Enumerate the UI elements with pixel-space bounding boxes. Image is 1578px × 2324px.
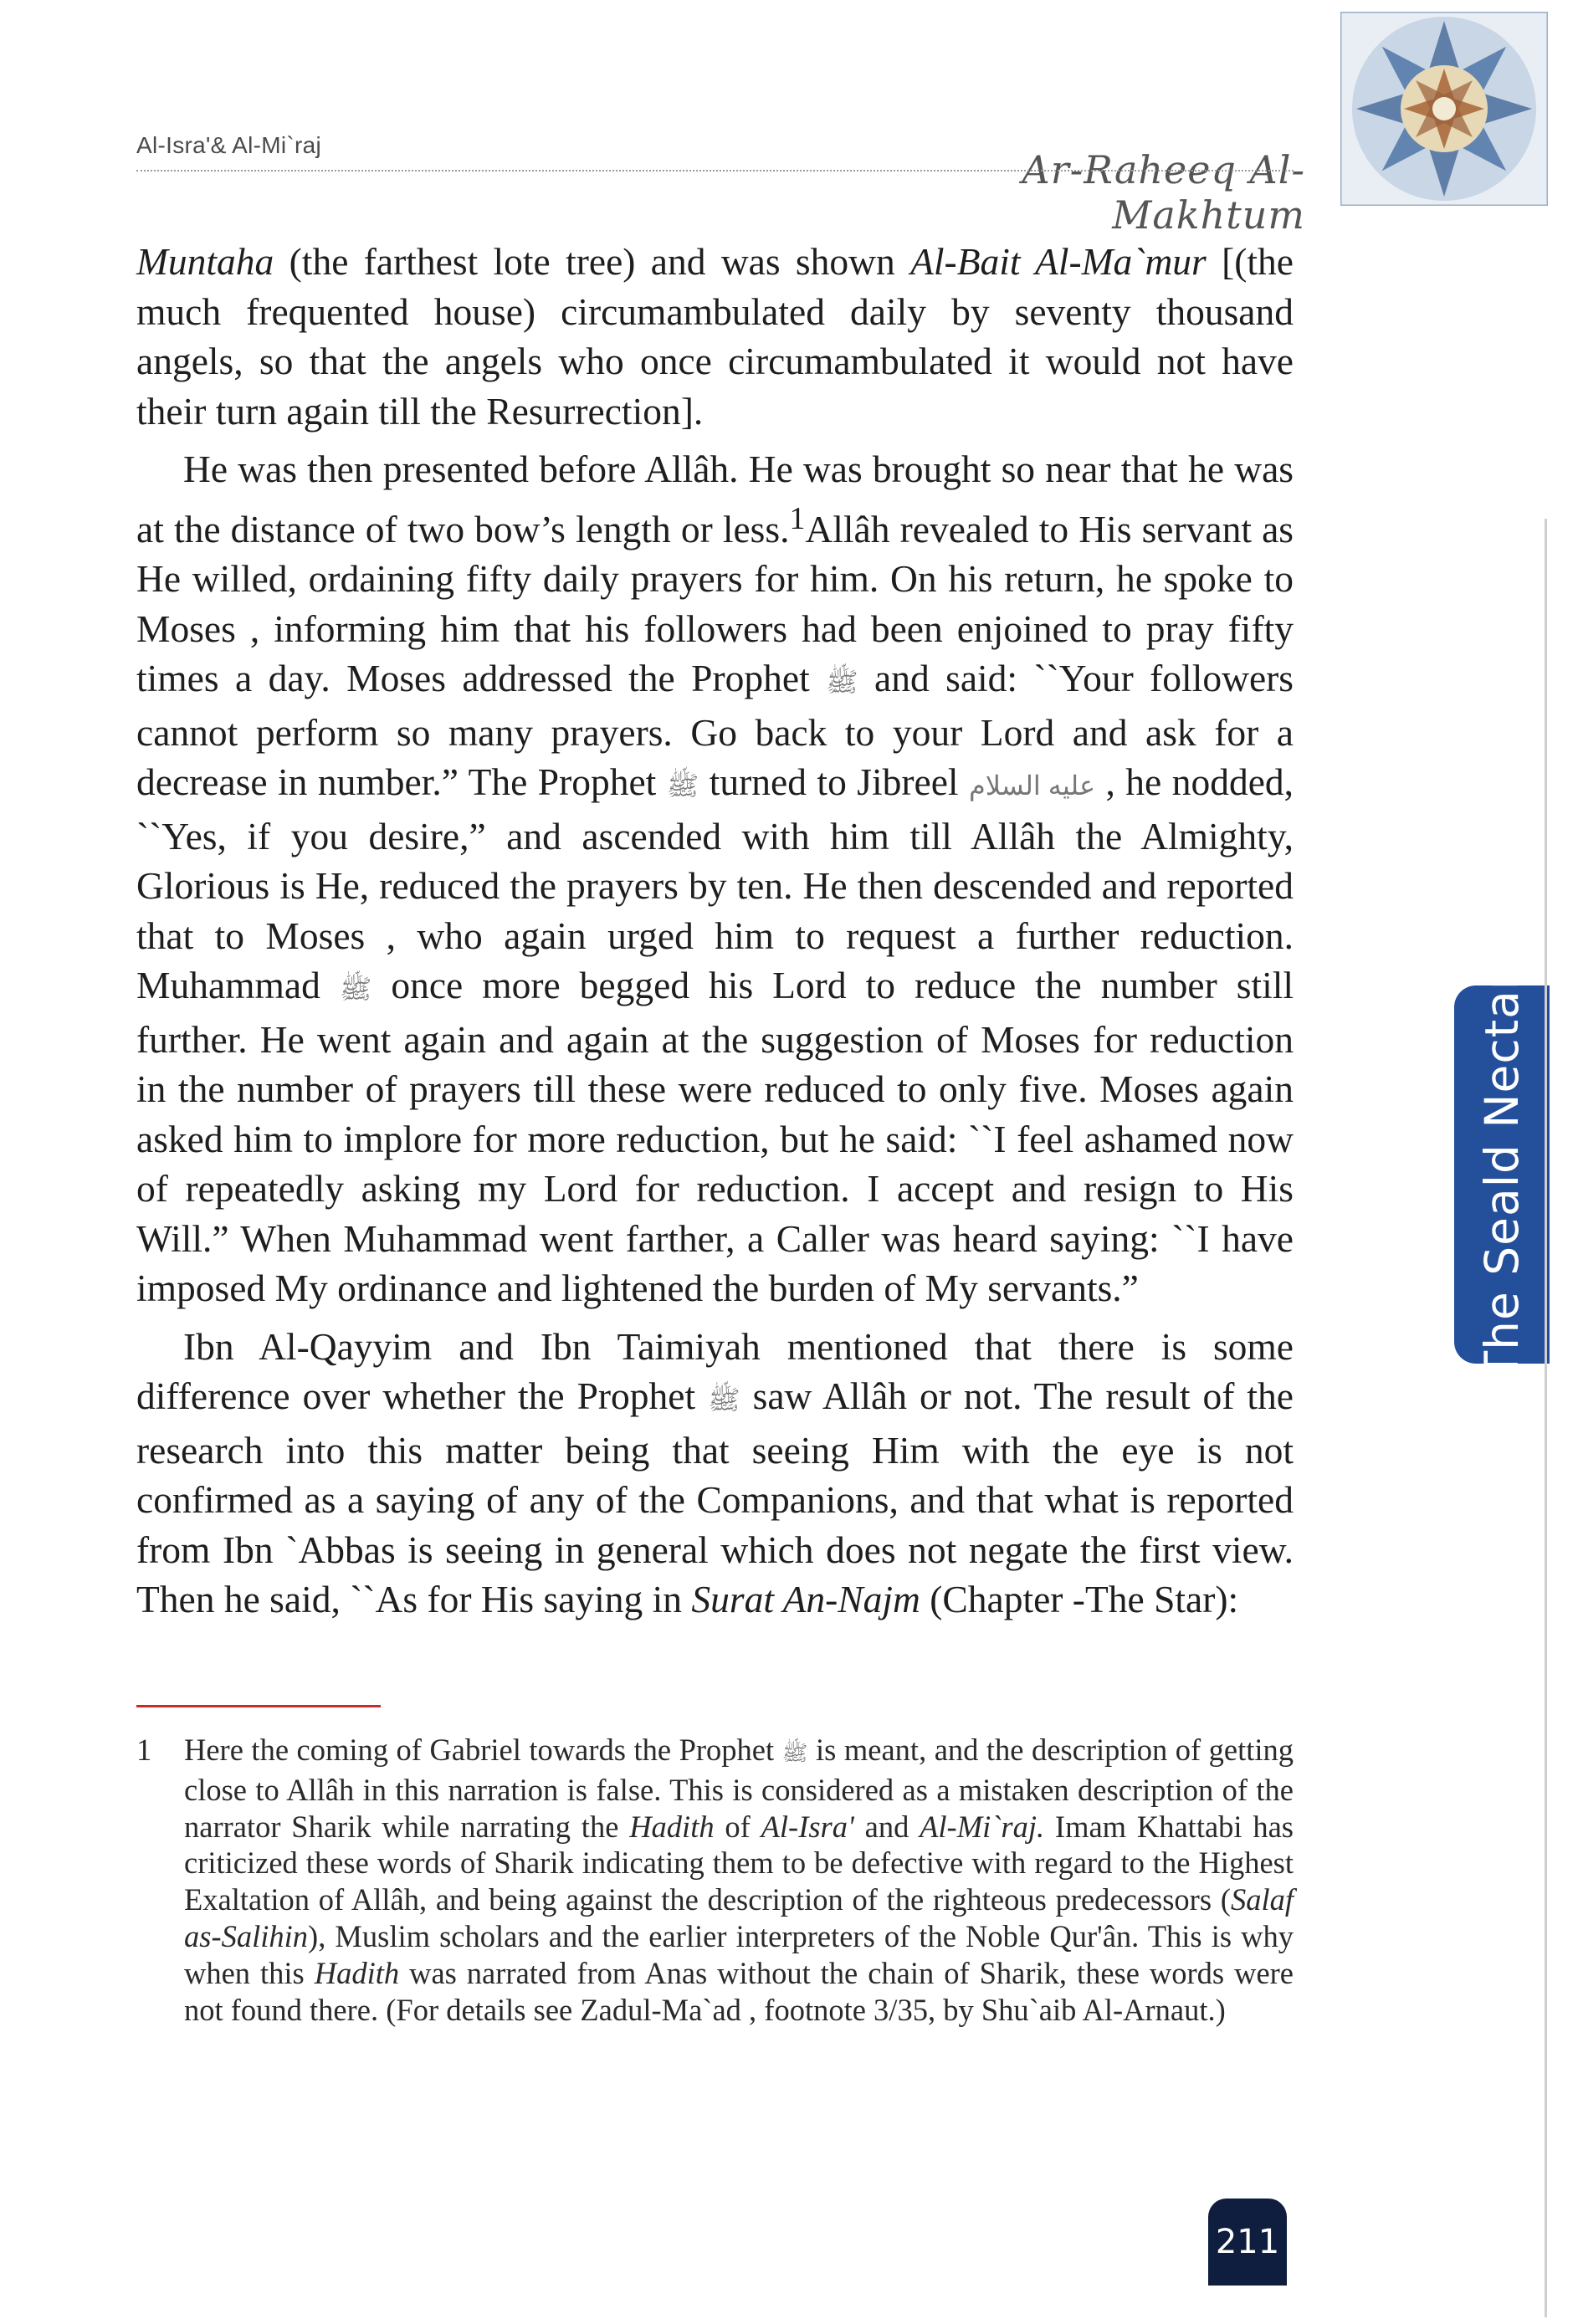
text-run: turned to Jibreel [699, 760, 970, 804]
text-run: of [714, 1809, 761, 1844]
text-run: He was then presented before Allâh. He was brought so near that he was at the distance of two bow’s length or less. [136, 448, 1294, 550]
page-edge [1545, 519, 1547, 2317]
text-run: Allâh revealed to His servant as He willed, ordaining fifty daily prayers for him. On his return, he spoke to Moses , informing him that his followers had been enjoined to pray fifty times a day. Moses addressed the Prophet [136, 507, 1294, 700]
text-run: [(the much frequented house) circumambulated daily by seventy thousand angels, so that the angels who once circumambulated it would not have their turn again till the Resurrection]. [136, 240, 1294, 433]
honorific-glyph: ﷺ [826, 668, 858, 698]
running-header-left: Al-Isra'& Al-Mi`raj [136, 132, 322, 158]
text-run: (the farthest lote tree) and was shown [274, 240, 911, 283]
footnote-divider [136, 1705, 381, 1707]
main-text [136, 237, 1294, 1625]
text-run: Salaf as-Salihin [184, 1882, 1294, 1953]
honorific-glyph: عليه السلام [969, 771, 1095, 801]
ornament-tile-icon [1340, 12, 1548, 206]
honorific-glyph: ﷺ [339, 975, 372, 1005]
text-run: Here the coming of Gabriel towards the Prophet [184, 1733, 782, 1767]
honorific-glyph: ﷺ [781, 1741, 808, 1765]
text-run: Hadith [629, 1809, 715, 1844]
text-run: saw Allâh or not. The result of the research into this matter being that seeing Him with the eye is not confirmed as a saying of any of the Companions, and that what is reported from Ibn `Abbas is seeing in general which does not negate the first view. Then he said, ``As for His saying in [136, 1374, 1294, 1621]
text-run: Imam Khattabi has criticized these words of Sharik indicating them to be defective with regard to the Highest Exaltation of Allâh, and being against the description of the righteous predecessors ( [184, 1809, 1294, 1917]
text-run: Surat An-Najm [691, 1578, 920, 1621]
text-run: and [853, 1809, 920, 1844]
text-run: , he nodded, ``Yes, if you desire,” and ascended with him till Allâh the Almighty, Glorious is He, reduced the prayers by ten. He then descended and reported that to Moses , who again urged him to request a further reduction. Muhammad [136, 760, 1294, 1007]
paragraph-1 [136, 237, 1294, 436]
footnote-number: 1 [136, 1733, 152, 1767]
text-run: Hadith [314, 1955, 400, 1990]
page-number: 211 [1208, 2199, 1287, 2286]
text-run: is meant, and the description of getting close to Allâh in this narration is false. This is considered as a mistaken description of the narrator Sharik while narrating the [184, 1733, 1294, 1844]
text-run: Al-Bait Al-Ma`mur [910, 240, 1207, 283]
footnote-ref: 1 [789, 500, 806, 536]
footnote-text [184, 1732, 1294, 2028]
text-run: Al-Mi`raj. [920, 1809, 1045, 1844]
honorific-glyph: ﷺ [708, 1385, 740, 1415]
text-run: (Chapter -The Star): [920, 1578, 1239, 1621]
text-run: Muntaha [136, 240, 274, 283]
paragraph-3 [136, 1322, 1294, 1625]
side-section-tab-label: The Seald Nectar [1475, 970, 1529, 1380]
running-header-right: Ar-Raheeq Al-Makhtum [1022, 147, 1305, 238]
header-divider [136, 170, 1294, 171]
honorific-glyph: ﷺ [666, 771, 699, 801]
text-run: Al-Isra' [761, 1809, 854, 1844]
text-run: Ibn Al-Qayyim and Ibn Taimiyah mentioned that there is some difference over whether the Prophet [136, 1324, 1294, 1418]
paragraph-2 [136, 444, 1294, 1313]
text-run: once more begged his Lord to reduce the number still further. He went again and again at the suggestion of Moses for reduction in the number of prayers till these were reduced to only five. Moses again asked him to implore for more reduction, but he said: ``I feel ashamed now of repeatedly asking my Lord for reduction. I accept and resign to His Will.” When Muhammad went farther, a Caller was heard saying: ``I have imposed My ordinance and lightened the burden of My servants.” [136, 964, 1294, 1310]
text-run: was narrated from Anas without the chain of Sharik, these words were not found there. (For details see Zadul-Ma`ad , footnote 3/35, by Shu`aib Al-Arnaut.) [184, 1955, 1294, 2027]
text-run: and said: ``Your followers cannot perform so many prayers. Go back to your Lord and ask for a decrease in number.” The Prophet [136, 657, 1294, 804]
footnote [136, 1732, 1294, 2028]
text-run: ), Muslim scholars and the earlier interpreters of the Noble Qur'ân. This is why when this [184, 1918, 1294, 1990]
